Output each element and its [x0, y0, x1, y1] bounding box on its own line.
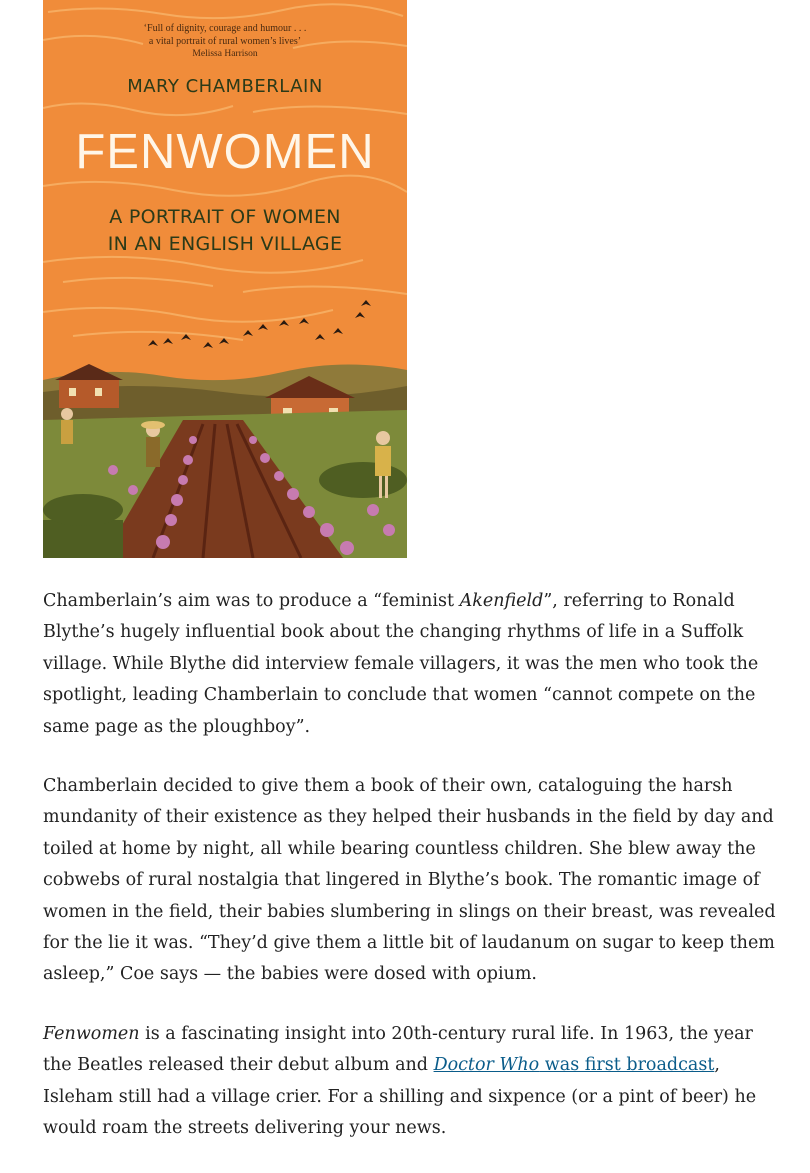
cover-quote-line-1: ‘Full of dignity, courage and humour . . . — [143, 23, 307, 34]
doctor-who-link-text: was first broadcast — [539, 1055, 715, 1076]
paragraph-2: Chamberlain decided to give them a book of their own, cataloguing the harsh mundanity of their existence as they helped their husbands in the field by day and toiled at home by night, all while bearing countless children. She blew away the cobwebs of rural nostalgia that lingered in Blythe’s book. The romantic image of women in the field, their babies slumbering in slings on their breast, was revealed for the lie it was. “They’d give them a little bit of laudanum on sugar to keep them asleep,” Coe says — the babies were dosed with opium. — [43, 776, 776, 985]
book-title-fenwomen: Fenwomen — [43, 1023, 140, 1044]
cover-quote — [43, 22, 407, 61]
doctor-who-link-title: Doctor Who — [433, 1055, 540, 1076]
paragraph-1 — [43, 586, 783, 743]
paragraph-1-text-a: Chamberlain’s aim was to produce a “feminist — [43, 591, 460, 611]
doctor-who-link[interactable] — [434, 1055, 715, 1075]
cover-title: FENWOMEN — [75, 125, 375, 179]
cover-quote-attribution: Melissa Harrison — [192, 49, 258, 59]
article-body — [43, 586, 783, 1173]
book-title-akenfield: Akenfield — [459, 591, 544, 611]
paragraph-3 — [43, 1019, 783, 1145]
cover-subtitle-line-1: A PORTRAIT OF WOMEN — [109, 206, 341, 228]
book-cover-image — [43, 0, 407, 558]
cover-author: MARY CHAMBERLAIN — [127, 76, 323, 97]
paragraph-3-text-a: is a fascinating insight into 20th-century rural life. In 1963, the year the Beatles released their debut album and — [43, 1023, 753, 1076]
cover-subtitle — [43, 204, 407, 258]
cover-subtitle-line-2: IN AN ENGLISH VILLAGE — [107, 233, 343, 255]
cover-quote-line-2: a vital portrait of rural women’s lives’ — [148, 36, 302, 47]
paragraph-1-text-b: ”, referring to Ronald Blythe’s hugely influential book about the changing rhythms of life in a Suffolk village. While Blythe did interview female villagers, it was the men who took the spotlight, leading Chamberlain to conclude that women “cannot compete on the same page as the ploughboy”. — [43, 591, 759, 737]
paragraph-3-text-b: , Isleham still had a village crier. For a shilling and sixpence (or a pint of beer) he would roam the streets delivering your news. — [43, 1055, 757, 1139]
